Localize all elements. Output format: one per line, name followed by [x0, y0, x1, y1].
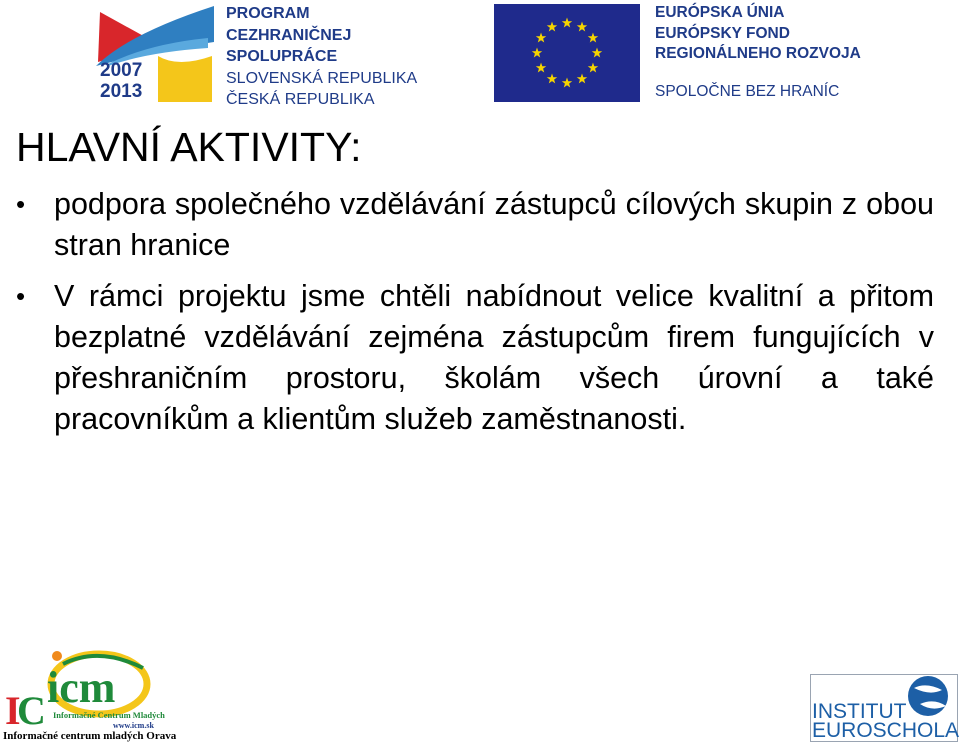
- year-start: 2007: [100, 60, 143, 81]
- svg-text:C: C: [17, 688, 46, 733]
- eu-line-1: EURÓPSKA ÚNIA: [655, 4, 785, 21]
- eu-motto: SPOLOČNE BEZ HRANÍC: [655, 83, 840, 100]
- euroschola-line: EUROSCHOLA: [812, 719, 960, 742]
- icm-logo-subtitle: Informačné Centrum Mladých: [53, 710, 165, 720]
- eu-flag-icon: [494, 4, 640, 102]
- icm-logo: [3, 650, 165, 742]
- program-line-1: PROGRAM: [226, 5, 310, 22]
- eu-line-2: EURÓPSKY FOND: [655, 24, 790, 42]
- institut-line: INSTITUT: [812, 700, 907, 723]
- program-country-sk: SLOVENSKÁ REPUBLIKA: [226, 69, 418, 87]
- page-title: HLAVNÍ AKTIVITY:: [16, 124, 362, 170]
- program-title: [226, 3, 417, 111]
- list-item: • podpora společného vzdělávání zástupců cílových skupin z obou stran hranice: [16, 184, 934, 266]
- year-end: 2013: [100, 81, 143, 102]
- eu-line-3: REGIONÁLNEHO ROZVOJA: [655, 45, 861, 62]
- icm-logo-url: www.icm.sk: [113, 721, 154, 730]
- program-country-cz: ČESKÁ REPUBLIKA: [226, 91, 375, 108]
- icm-logo-word: icm: [47, 663, 116, 712]
- activity-list: [16, 184, 934, 440]
- program-line-3: SPOLUPRÁCE: [226, 48, 338, 65]
- eu-fund-title: [655, 3, 861, 65]
- icm-caption: Informačné centrum mladých Orava: [3, 730, 177, 742]
- program-line-2: CEZHRANIČNEJ: [226, 26, 352, 44]
- institut-euroschola-text: [812, 702, 959, 740]
- list-item: • V rámci projektu jsme chtěli nabídnout velice kvalitní a přitom bezplatné vzdělávání zejména zástupcům firem fungujících v přeshraničním prostoru, školám všech úrovní a také pracovníkům a klientům služeb zaměstnanosti.: [16, 276, 934, 440]
- svg-text:I: I: [5, 688, 21, 733]
- program-years: [100, 60, 164, 102]
